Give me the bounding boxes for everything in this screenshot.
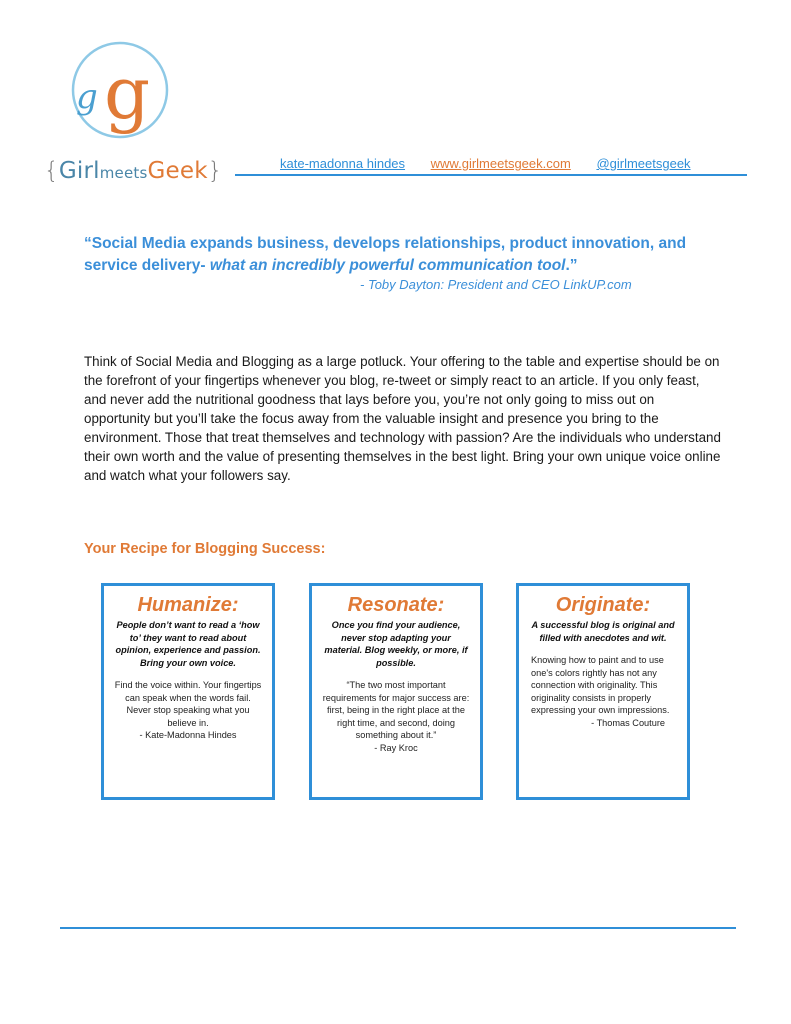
card-signature: - Thomas Couture (591, 717, 665, 728)
card-title: Humanize: (137, 594, 239, 616)
card-lead: A successful blog is original and filled with anecdotes and wit. (531, 620, 675, 643)
card-lead: People don’t want to read a ‘how to’ they want to read about opinion, experience and passion. Bring your own voice. (115, 620, 261, 668)
card-resonate (309, 583, 483, 800)
footer-divider (60, 927, 736, 929)
card-body: Find the voice within. Your fingertips can speak when the words fail. Never stop speaking what you believe in. (114, 680, 262, 728)
header-links (280, 156, 713, 171)
website-link[interactable]: www.girlmeetsgeek.com (430, 156, 571, 171)
card-signature: - Ray Kroc (374, 742, 418, 753)
header-divider (235, 174, 747, 176)
brand-wordmark: {GirlmeetsGeek} (44, 158, 223, 184)
twitter-handle-link[interactable]: @girlmeetsgeek (596, 156, 691, 171)
card-title: Resonate: (347, 594, 445, 616)
quote-end: .” (565, 257, 578, 274)
card-lead: Once you find your audience, never stop adapting your material. Blog weekly, or more, if possible. (324, 620, 468, 668)
card-title: Originate: (555, 594, 651, 616)
intro-paragraph: Think of Social Media and Blogging as a large potluck. Your offering to the table and expertise should be on the forefront of your fingertips whenever you blog, re-tweet or simply react to an article. If you only feast, and never add the nutritional goodness that lays before you, you’re not only going to miss out on opportunity but you’ll take the focus away from the valuable insight and presence you bring to the environment. Those that treat themselves and technology with passion? Are the individuals who understand their own worth and the value of presenting themselves in the best light. Bring your own unique voice online and watch what your followers say. (84, 354, 721, 483)
card-body: Knowing how to paint and to use one's colors rightly has not any connection with originality. This originality consists in properly expressing your own impressions. (531, 655, 670, 715)
girlmeetsgeek-logo-mark (70, 40, 169, 139)
pull-quote (84, 233, 724, 277)
brand-meets: meets (99, 164, 148, 182)
svg-text:g: g (104, 51, 151, 135)
svg-text:g: g (76, 77, 98, 117)
logo-circle-icon (70, 40, 169, 139)
card-humanize (101, 583, 275, 800)
card-originate (516, 583, 690, 800)
card-body: “The two most important requirements for major success are: first, being in the right place at the right time, and second, doing something about it.” (322, 680, 470, 740)
brand-girl: Girl (58, 158, 100, 184)
brand-geek: Geek (147, 158, 208, 184)
quote-text: “Social Media expands business, develops relationships, product innovation, and service delivery- (84, 235, 687, 274)
quote-emphasis: what an incredibly powerful communication tool (209, 257, 566, 274)
recipe-heading: Your Recipe for Blogging Success: (84, 541, 326, 557)
quote-attribution: - Toby Dayton: President and CEO LinkUP.com (360, 277, 632, 292)
author-name-link[interactable]: kate-madonna hindes (280, 156, 406, 171)
card-signature: - Kate-Madonna Hindes (139, 730, 237, 740)
